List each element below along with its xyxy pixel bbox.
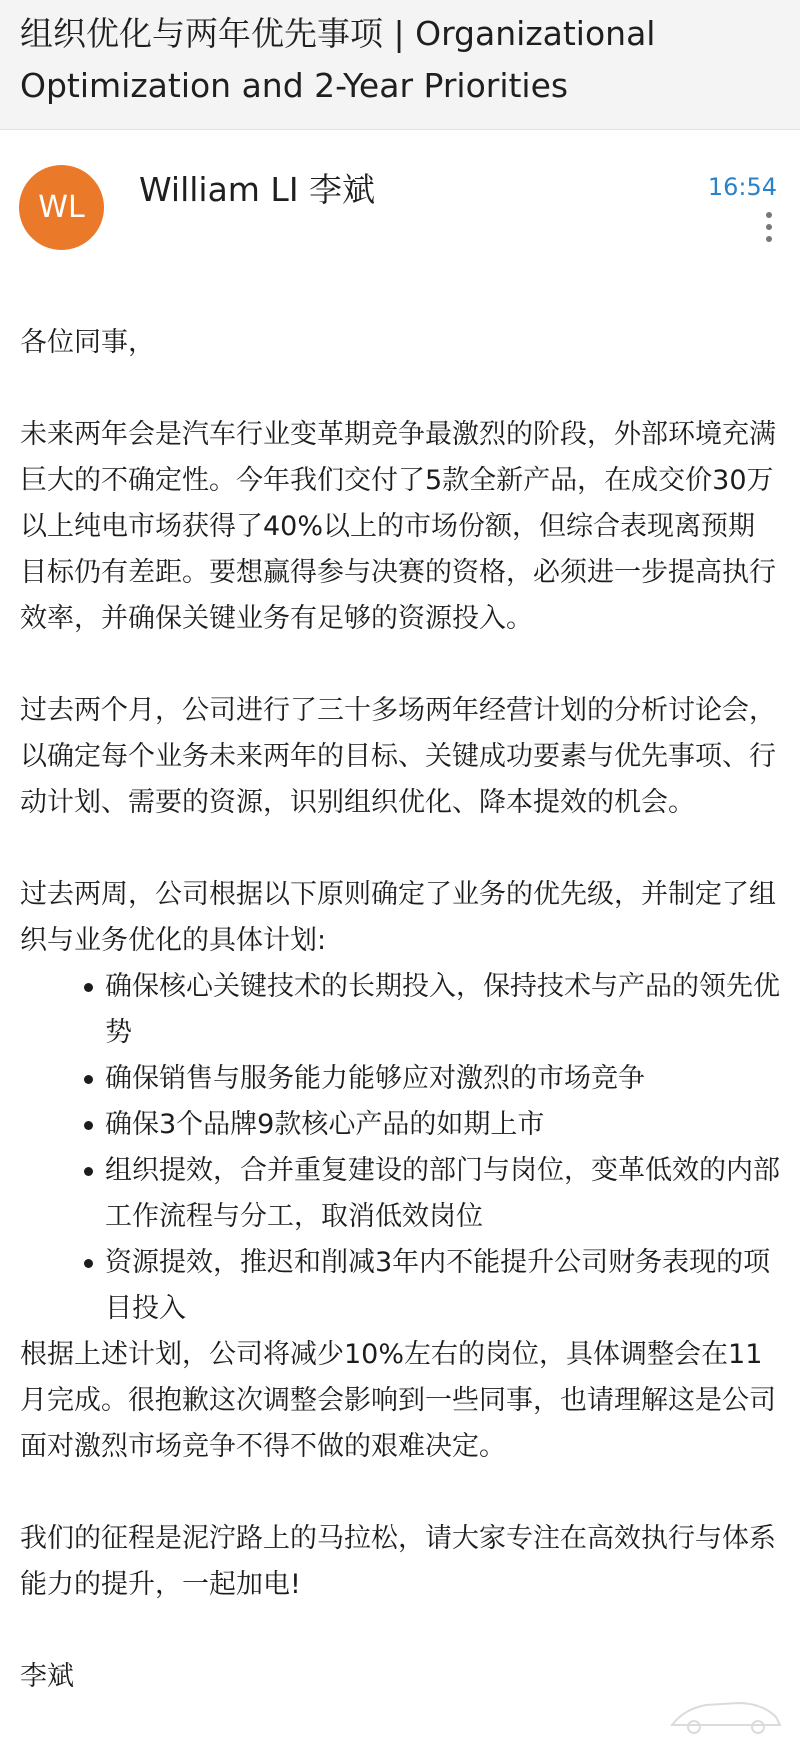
- list-item: 资源提效，推迟和削减3年内不能提升公司财务表现的项目投入: [105, 1240, 780, 1332]
- body-paragraph-2: 过去两个月，公司进行了三十多场两年经营计划的分析讨论会，以确定每个业务未来两年的目标、关键成功要素与优先事项、行动计划、需要的资源，识别组织优化、降本提效的机会。: [20, 695, 776, 818]
- avatar[interactable]: WL: [19, 165, 104, 250]
- email-subject: 组织优化与两年优先事项 | Organizational Optimization and 2-Year Priorities: [20, 14, 656, 105]
- body-paragraph-3: 过去两周，公司根据以下原则确定了业务的优先级，并制定了组织与业务优化的具体计划:: [20, 879, 776, 956]
- signature: 李斌: [20, 1661, 74, 1692]
- list-item: 确保核心关键技术的长期投入，保持技术与产品的领先优势: [105, 964, 780, 1056]
- email-body: [0, 320, 800, 1700]
- list-item: 组织提效，合并重复建设的部门与岗位，变革低效的内部工作流程与分工，取消低效岗位: [105, 1148, 780, 1240]
- more-vertical-icon[interactable]: [763, 212, 775, 252]
- greeting: 各位同事，: [20, 327, 155, 358]
- body-paragraph-4: 根据上述计划，公司将减少10%左右的岗位，具体调整会在11月完成。很抱歉这次调整会影响到一些同事，也请理解这是公司面对激烈市场竞争不得不做的艰难决定。: [20, 1339, 776, 1462]
- principles-list: [20, 964, 780, 1332]
- sender-name[interactable]: William LI 李斌: [139, 170, 376, 209]
- body-paragraph-1: 未来两年会是汽车行业变革期竞争最激烈的阶段，外部环境充满巨大的不确定性。今年我们交付了5款全新产品，在成交价30万以上纯电市场获得了40%以上的市场份额，但综合表现离预期目标仍有差距。要想赢得参与决赛的资格，必须进一步提高执行效率，并确保关键业务有足够的资源投入。: [20, 419, 776, 634]
- email-time: 16:54: [707, 173, 777, 201]
- email-header: [0, 0, 800, 130]
- list-item: 确保销售与服务能力能够应对激烈的市场竞争: [105, 1056, 780, 1102]
- body-paragraph-5: 我们的征程是泥泞路上的马拉松，请大家专注在高效执行与体系能力的提升，一起加电!: [20, 1523, 776, 1600]
- list-item: 确保3个品牌9款核心产品的如期上市: [105, 1102, 780, 1148]
- car-logo-icon: [666, 1691, 786, 1739]
- sender-row: [0, 130, 800, 280]
